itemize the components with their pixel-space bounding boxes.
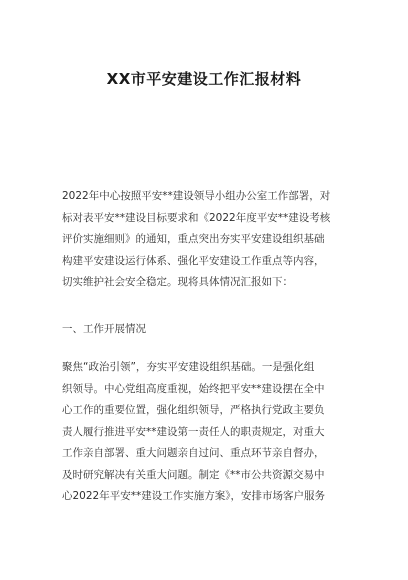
paragraph-line: 责人履行推进平安**建设第一责任人的职责规定，对重大 — [62, 425, 325, 438]
paragraph-line: 工作亲自部署、重大问题亲自过问、重点环节亲自督办， — [62, 447, 325, 459]
paragraph-line: 构建平安建设运行体系、强化平安建设工作重点等内容， — [62, 254, 325, 267]
paragraph-line: 标对表平安**建设目标要求和《2022年度平安**建设考核 — [62, 211, 331, 224]
paragraph-line: 2022年中心按照平安**建设领导小组办公室工作部署，对 — [62, 190, 331, 202]
intro-paragraph — [62, 186, 362, 294]
paragraph-line: 织领导。中心党组高度重视，始终把平安**建设摆在全中 — [62, 382, 325, 395]
paragraph-line: 心2022年平安**建设工作实施方案》，安排市场客户服务 — [62, 490, 325, 502]
paragraph-line: 心工作的重要位置，强化组织领导，严格执行党政主要负 — [62, 404, 325, 416]
paragraph-line: 切实维护社会安全稳定。现将具体情况汇报如下： — [62, 276, 293, 288]
document-title: XX市平安建设工作汇报材料 — [106, 70, 302, 88]
body-paragraph — [62, 357, 362, 508]
paragraph-line: 评价实施细则》的通知，重点突出夯实平安建设组织基础 — [62, 233, 325, 245]
paragraph-line: 及时研究解决有关重大问题。制定《**市公共资源交易中 — [62, 468, 325, 481]
section-heading: 一、工作开展情况 — [62, 323, 146, 335]
paragraph-line: 聚焦“政治引领”，夯实平安建设组织基础。一是强化组 — [62, 361, 315, 373]
